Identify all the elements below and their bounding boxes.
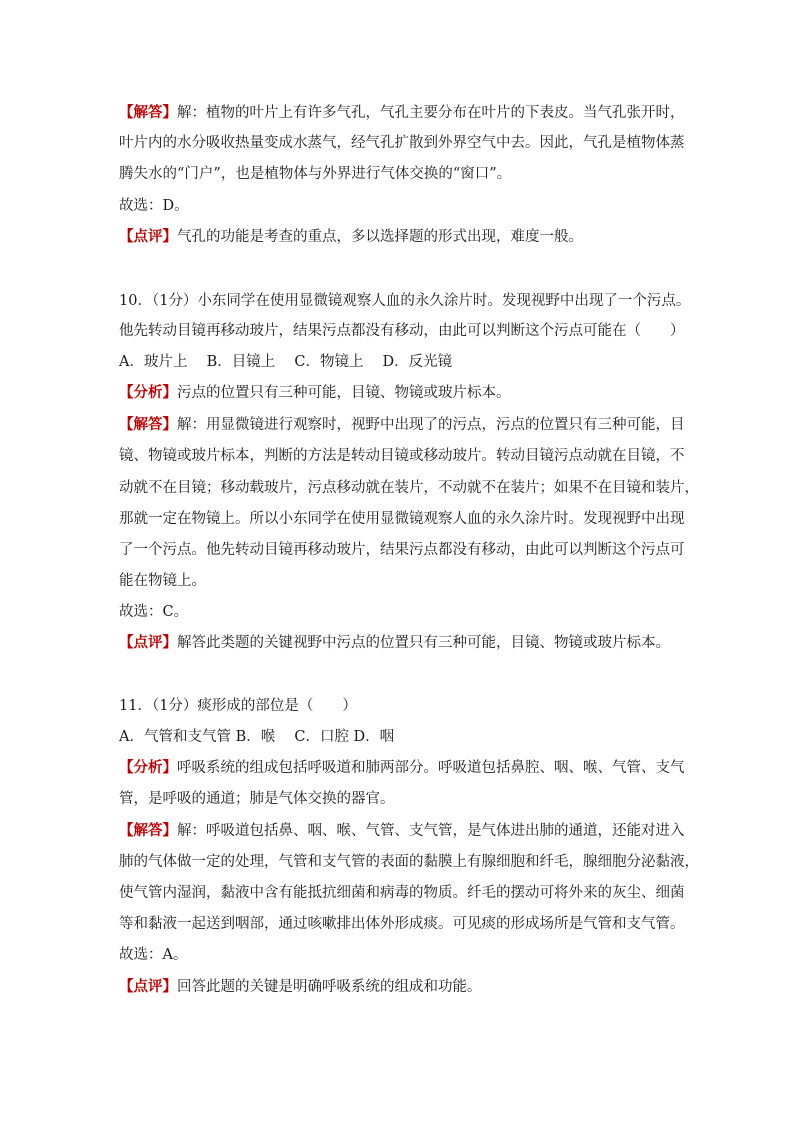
answer-line: 肺的气体做一定的处理，气管和支气管的表面的黏膜上有腺细胞和纤毛，腺细胞分泌黏液， [119, 854, 699, 870]
options-line: A．玻片上 B．目镜上 C．物镜上 D．反光镜 [119, 354, 453, 370]
answer-line: 【解答】解：呼吸道包括鼻、咽、喉、气管、支气管，是气体进出肺的通道，还能对进入 [119, 822, 685, 839]
answer-line: 能在物镜上。 [119, 573, 206, 589]
choice-line: 故选：D。 [119, 198, 189, 214]
answer-line: 了一个污点。他先转动目镜再移动玻片，结果污点都没有移动，由此可以判断这个污点可 [119, 542, 685, 558]
answer-line: 【解答】解：用显微镜进行观察时，视野中出现了的污点，污点的位置只有三种可能，目 [119, 416, 685, 433]
comment-label: 【点评】 [119, 634, 177, 651]
answer-label: 【解答】 [119, 822, 177, 839]
question-line: 10．（1分）小东同学在使用显微镜观察人血的永久涂片时。发现视野中出现了一个污点。 [119, 293, 691, 309]
choice-line: 故选：A。 [119, 947, 188, 963]
analysis-line: 【分析】呼吸系统的组成包括呼吸道和肺两部分。呼吸道包括鼻腔、咽、喉、气管、支气 [119, 759, 685, 776]
answer-line: 那就一定在物镜上。所以小东同学在使用显微镜观察人血的永久涂片时。发现视野中出现 [119, 511, 685, 527]
answer-line: 动就不在目镜；移动载玻片，污点移动就在装片，不动就不在装片；如果不在目镜和装片， [119, 480, 699, 496]
answer-line: 腾失水的“门户”，也是植物体与外界进行气体交换的“窗口”。 [119, 166, 512, 182]
choice-line: 故选：C。 [119, 604, 189, 620]
answer-line: 镜、物镜或玻片标本，判断的方法是转动目镜或移动玻片。转动目镜污点动就在目镜，不 [119, 448, 685, 464]
comment-line: 【点评】回答此题的关键是明确呼吸系统的组成和功能。 [119, 978, 482, 995]
comment-label: 【点评】 [119, 978, 177, 995]
answer-line: 等和黏液一起送到咽部，通过咳嗽排出体外形成痰。可见痰的形成场所是气管和支气管。 [119, 916, 685, 932]
analysis-label: 【分析】 [119, 384, 177, 401]
answer-line: 叶片内的水分吸收热量变成水蒸气，经气孔扩散到外界空气中去。因此，气孔是植物体蒸 [119, 135, 685, 151]
options-line: A．气管和支气管 B．喉 C．口腔 D．咽 [119, 729, 395, 745]
question-line: 他先转动目镜再移动玻片，结果污点都没有移动，由此可以判断这个污点可能在（ ） [119, 323, 685, 339]
question-line: 11．（1分）痰形成的部位是（ ） [119, 698, 357, 714]
answer-label: 【解答】 [119, 104, 177, 121]
analysis-line: 管，是呼吸的通道；肺是气体交换的器官。 [119, 791, 395, 807]
analysis-label: 【分析】 [119, 759, 177, 776]
answer-line: 使气管内湿润，黏液中含有能抵抗细菌和病毒的物质。纤毛的摆动可将外来的灰尘、细菌 [119, 885, 685, 901]
comment-line: 【点评】气孔的功能是考查的重点，多以选择题的形式出现，难度一般。 [119, 228, 583, 245]
comment-label: 【点评】 [119, 228, 177, 245]
answer-label: 【解答】 [119, 416, 177, 433]
answer-line: 【解答】解：植物的叶片上有许多气孔，气孔主要分布在叶片的下表皮。当气孔张开时， [119, 104, 685, 121]
comment-line: 【点评】解答此类题的关键视野中污点的位置只有三种可能，目镜、物镜或玻片标本。 [119, 634, 670, 651]
analysis-line: 【分析】污点的位置只有三种可能，目镜、物镜或玻片标本。 [119, 384, 511, 401]
